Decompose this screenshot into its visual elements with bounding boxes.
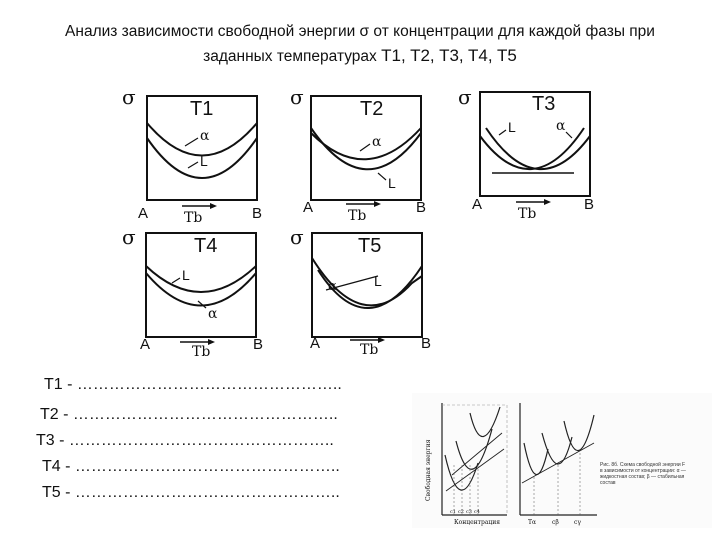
panel-t3-alpha-curve (486, 128, 590, 169)
blank-label: T1 (44, 376, 63, 393)
panel-t5-graph (288, 225, 458, 368)
ref-x-label-left: Концентрация (454, 519, 501, 526)
panel-t4-x-var: Tb (192, 344, 211, 360)
blank-row-t3 (36, 428, 342, 454)
panel-t4-alpha-label: α (208, 306, 218, 322)
panel-t5-liquid-label: L (374, 273, 382, 289)
panel-t2-y-label: σ (290, 85, 304, 109)
ref-tick-c-gamma: cγ (574, 519, 581, 526)
panel-t1-liquid-label: L (200, 153, 208, 169)
panel-t3-liquid-label: L (508, 119, 516, 135)
panel-t1 (120, 85, 290, 233)
panel-t1-temp: T1 (190, 98, 214, 120)
blank-line: - ………………………………………….. (60, 458, 340, 475)
reference-figure-graph (412, 393, 712, 528)
panel-t2-liquid-curve (311, 128, 421, 169)
panel-t3-y-label: σ (458, 85, 472, 109)
panel-t4-temp: T4 (194, 235, 218, 257)
panel-t1-x-left: A (138, 205, 149, 222)
ref-tick-c4: c4 (474, 509, 480, 515)
panel-t3-x-left: A (472, 196, 483, 213)
ref-tick-t-alpha: Tα (528, 519, 537, 526)
answer-blanks (36, 372, 342, 506)
panel-t2-alpha-label: α (372, 134, 382, 150)
panel-t3-graph (456, 85, 626, 228)
panel-t4-y-label: σ (122, 225, 136, 249)
panel-t5-x-var: Tb (360, 342, 379, 358)
reference-figure (412, 393, 712, 528)
ref-tick-c-beta: cβ (552, 519, 559, 526)
blank-row-t5 (36, 480, 342, 506)
panel-t3-x-right: B (584, 196, 595, 213)
title-line-2-prefix: заданных температурах (203, 48, 377, 65)
panel-t1-x-right: B (252, 205, 263, 222)
panel-t2 (288, 85, 458, 233)
blank-line: - ………………………………………….. (62, 376, 342, 393)
panel-t2-x-left: A (303, 199, 314, 216)
ref-y-label-left: Свободная энергия (425, 439, 432, 501)
panel-t2-liquid-label: L (388, 175, 396, 191)
blank-label: T4 (42, 458, 61, 475)
blank-label: T3 (36, 432, 55, 449)
panel-t2-x-var: Tb (348, 208, 367, 224)
panel-t5-alpha-label: α (328, 279, 337, 294)
blank-row-t2 (36, 402, 342, 428)
blank-line: - ………………………………………….. (60, 484, 340, 501)
blank-line: - ………………………………………….. (58, 406, 338, 423)
panel-t4-alpha-curve (146, 273, 256, 306)
panel-t2-x-right: B (416, 199, 427, 216)
panel-t2-temp: T2 (360, 98, 384, 120)
panel-t5-temp: T5 (358, 235, 382, 257)
panel-t2-graph (288, 85, 458, 228)
panel-t1-y-label: σ (122, 85, 136, 109)
title-temperatures: T1, T2, T3, T4, T5 (381, 46, 517, 65)
panel-t5-x-left: A (310, 335, 321, 352)
panel-t4-x-right: B (253, 336, 264, 353)
ref-tick-c3: c3 (466, 509, 472, 515)
panel-t3 (456, 85, 626, 233)
panel-t3-alpha-label: α (556, 118, 566, 134)
panel-t4-liquid-label: L (182, 267, 190, 283)
panel-t4-x-left: A (140, 336, 151, 353)
panel-t2-alpha-curve (311, 128, 421, 159)
panel-t1-x-var: Tb (184, 210, 203, 226)
panel-t4-liquid-curve (146, 266, 256, 292)
panel-t1-graph (120, 85, 290, 228)
blank-label: T2 (40, 406, 59, 423)
title-line-1: Анализ зависимости свободной энергии σ от концентрации для каждой фазы при (65, 23, 655, 40)
title-line-2 (20, 44, 700, 69)
panel-t5-x-right: B (421, 335, 432, 352)
panel-t3-temp: T3 (532, 93, 556, 115)
blank-row-t4 (36, 454, 342, 480)
ref-tick-c1: c1 (450, 509, 456, 515)
panel-t4 (120, 225, 290, 373)
panel-t4-graph (120, 225, 290, 368)
panel-t1-alpha-label: α (200, 128, 210, 144)
panel-t5 (288, 225, 458, 373)
blank-label: T5 (42, 484, 61, 501)
panel-t5-y-label: σ (290, 225, 304, 249)
panel-t3-x-var: Tb (518, 206, 537, 222)
blank-row-t1 (36, 372, 342, 398)
ref-caption: Рис. 8б. Схема свободной энергии F в зависимости от концентрации: α — жидкостная состав; β — стабильная состав (600, 462, 686, 486)
ref-tick-c2: c2 (458, 509, 464, 515)
blank-line: - ………………………………………….. (54, 432, 334, 449)
title (20, 20, 700, 69)
